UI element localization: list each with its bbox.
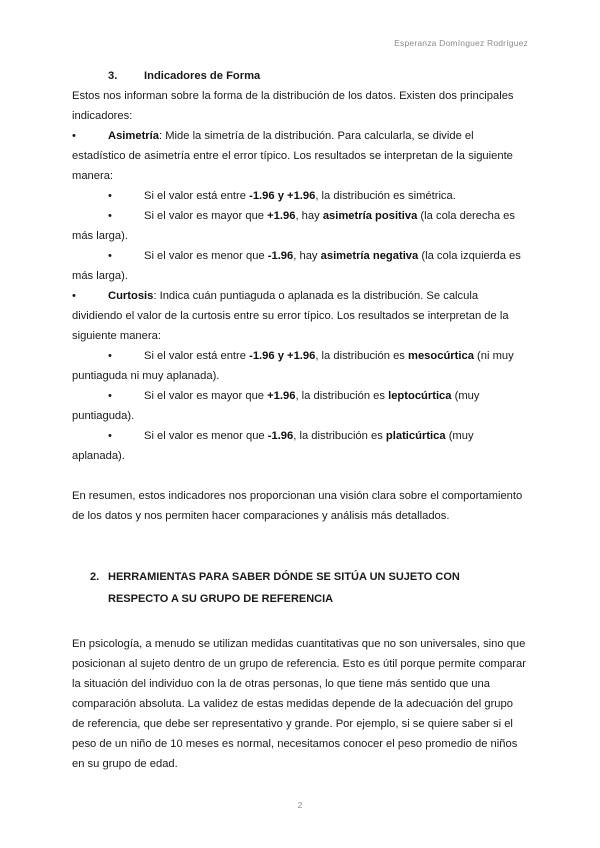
section-3-title bbox=[72, 66, 528, 86]
curtosis-term: Curtosis bbox=[108, 290, 154, 302]
sub-bullet-post: (la cola derecha es más larga). bbox=[72, 210, 515, 242]
sub-bullet-bold1: -1.96 y +1.96 bbox=[249, 190, 316, 202]
section-2-title bbox=[72, 566, 528, 610]
section-2-paragraph: En psicología, a menudo se utilizan medidas cuantitativas que no son universales, sino que posicionan al sujeto dentro de un grupo de referencia. Esto es útil porque permite comparar la situación del individuo con la de otras personas, lo que tiene más sentido que una comparación absoluta. La validez de estas medidas depende de la adecuación del grupo de referencia, que debe ser representativo y grande. Por ejemplo, si se quiere saber si el peso de un niño de 10 meses es normal, necesitamos conocer el peso promedio de niños en su grupo de edad. bbox=[72, 638, 526, 770]
sub-bullet-pre: Si el valor está entre bbox=[144, 190, 250, 202]
sub-bullet-post: (muy aplanada). bbox=[72, 430, 474, 462]
sub-bullet-post: (la cola izquierda es más larga). bbox=[72, 250, 521, 282]
sub-bullet-bold2: mesocúrtica bbox=[408, 350, 474, 362]
section-3-summary: En resumen, estos indicadores nos proporcionan una visión clara sobre el comportamiento de los datos y nos permiten hacer comparaciones y análisis más detallados. bbox=[72, 490, 523, 522]
bullet-dot-icon: • bbox=[72, 290, 76, 302]
sub-bullet-item bbox=[72, 426, 528, 466]
page-header-author: Esperanza Domínguez Rodríguez bbox=[394, 38, 528, 48]
sub-bullet-bold1: -1.96 bbox=[267, 430, 294, 442]
document-body bbox=[72, 66, 528, 774]
bullet-dot-icon: • bbox=[108, 430, 112, 442]
sub-bullet-mid: , la distribución es bbox=[295, 390, 389, 402]
sub-bullet-item bbox=[72, 386, 528, 426]
section-2-heading-line1: HERRAMIENTAS PARA SABER DÓNDE SE SITÚA UN SUJETO CON bbox=[108, 571, 460, 583]
bullet-dot-icon: • bbox=[108, 350, 112, 362]
sub-bullet-mid: , hay bbox=[295, 210, 323, 222]
sub-bullet-item bbox=[72, 246, 528, 286]
sub-bullet-bold2: asimetría negativa bbox=[320, 250, 419, 262]
section-2-number: 2. bbox=[90, 571, 100, 583]
sub-bullet-mid: , la distribución es bbox=[293, 430, 386, 442]
curtosis-bullet bbox=[72, 286, 528, 346]
sub-bullet-item bbox=[72, 206, 528, 246]
sub-bullet-bold1: +1.96 bbox=[267, 210, 296, 222]
section-2-heading-line2: RESPECTO A SU GRUPO DE REFERENCIA bbox=[108, 593, 334, 605]
sub-bullet-item bbox=[72, 186, 528, 206]
section-3-intro: Estos nos informan sobre la forma de la distribución de los datos. Existen dos principales indicadores: bbox=[72, 90, 514, 122]
asimetria-description: : Mide la simetría de la distribución. Para calcularla, se divide el estadístico de asimetría entre el error típico. Los resultados se interpretan de la siguiente manera: bbox=[72, 130, 513, 182]
sub-bullet-pre: Si el valor es menor que bbox=[144, 250, 268, 262]
sub-bullet-bold2: platicúrtica bbox=[385, 430, 446, 442]
page-number: 2 bbox=[297, 800, 303, 810]
sub-bullet-pre: Si el valor está entre bbox=[144, 350, 250, 362]
bullet-dot-icon: • bbox=[72, 130, 76, 142]
sub-bullet-mid: , hay bbox=[293, 250, 321, 262]
sub-bullet-bold1: -1.96 bbox=[267, 250, 294, 262]
sub-bullet-pre: Si el valor es mayor que bbox=[144, 390, 268, 402]
curtosis-description: : Indica cuán puntiaguda o aplanada es la distribución. Se calcula dividiendo el valor de la curtosis entre su error típico. Los resultados se interpretan de la siguiente manera: bbox=[72, 290, 509, 342]
sub-bullet-pre: Si el valor es mayor que bbox=[144, 210, 268, 222]
section-3-number: 3. bbox=[108, 70, 118, 82]
sub-bullet-post: (muy puntiaguda). bbox=[72, 390, 480, 422]
bullet-dot-icon: • bbox=[108, 390, 112, 402]
section-3-heading: Indicadores de Forma bbox=[144, 70, 261, 82]
sub-bullet-mid: , la distribución es simétrica. bbox=[315, 190, 456, 202]
sub-bullet-bold1: -1.96 y +1.96 bbox=[249, 350, 316, 362]
sub-bullet-item bbox=[72, 346, 528, 386]
bullet-dot-icon: • bbox=[108, 210, 112, 222]
sub-bullet-post: (ni muy puntiaguda ni muy aplanada). bbox=[72, 350, 514, 382]
sub-bullet-bold2: leptocúrtica bbox=[388, 390, 452, 402]
sub-bullet-bold2: asimetría positiva bbox=[322, 210, 418, 222]
asimetria-bullet bbox=[72, 126, 528, 186]
bullet-dot-icon: • bbox=[108, 250, 112, 262]
sub-bullet-mid: , la distribución es bbox=[315, 350, 408, 362]
sub-bullet-pre: Si el valor es menor que bbox=[144, 430, 268, 442]
bullet-dot-icon: • bbox=[108, 190, 112, 202]
sub-bullet-bold1: +1.96 bbox=[267, 390, 296, 402]
asimetria-term: Asimetría bbox=[108, 130, 159, 142]
